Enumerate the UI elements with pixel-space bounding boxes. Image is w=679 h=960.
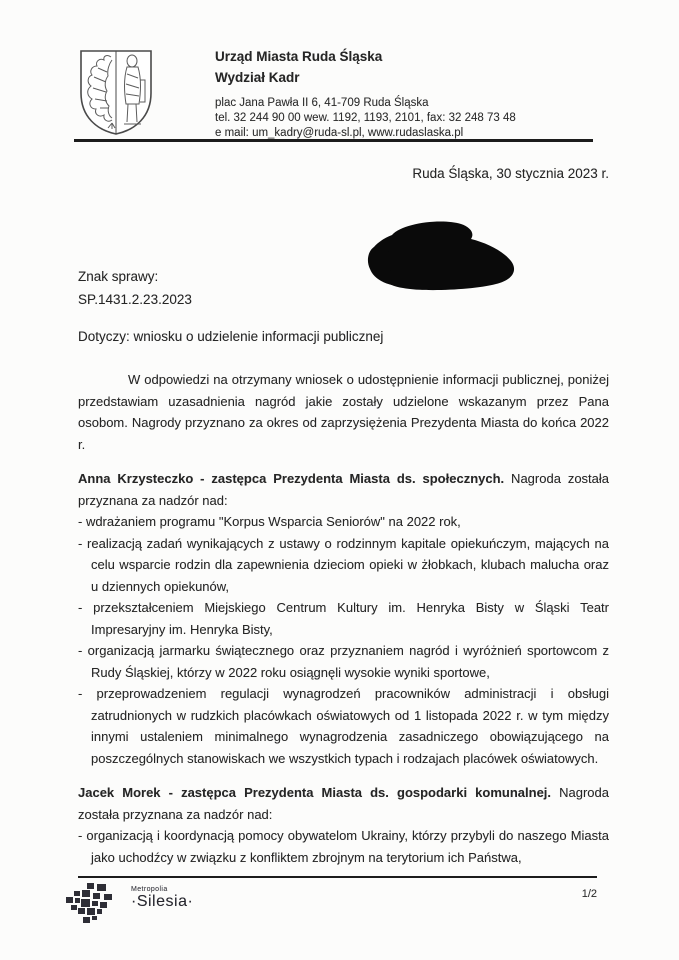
case-number: SP.1431.2.23.2023 (78, 292, 192, 307)
logo-wordmark: ·Silesia· (131, 893, 194, 910)
award-section-jacek (78, 782, 609, 869)
intro-paragraph: W odpowiedzi na otrzymany wniosek o udostępnienie informacji publicznej, poniżej przedstawiam uzasadnienia nagród jakie zostały udzielone wskazanym przez Pana osobom. Nagrody przyznano za okres od zaprzysiężenia Prezydenta Miasta do końca 2022 r. (78, 372, 609, 452)
bullet-item (78, 868, 609, 869)
pixel-mosaic-icon (66, 883, 124, 927)
email-web-line: e mail: um_kadry@ruda-sl.pl, www.rudaslaska.pl (215, 127, 464, 139)
award-reasons-list (78, 825, 609, 869)
section-heading (78, 468, 609, 511)
date-line: Ruda Śląska, 30 stycznia 2023 r. (412, 166, 609, 181)
address-block (215, 96, 516, 141)
page-number: 1/2 (581, 888, 597, 900)
letterhead (215, 46, 516, 141)
award-section-anna (78, 468, 609, 769)
bullet-item: - przeprowadzeniem regulacji wynagrodzeń pracowników administracji i obsługi zatrudnionych w rudzkich placówkach oświatowych od 1 listopada 2022 r. w tym między innymi ustaleniem minimalnego wynagrodzenia zasadniczego obowiązującego na poszczególnych stanowiskach we wszystkich typach i rodzajach placówek oświatowych. (78, 686, 609, 766)
official-name-bold: Jacek Morek - zastępca Prezydenta Miasta ds. gospodarki komunalnej. (78, 785, 552, 800)
bullet-item: - wdrażaniem programu "Korpus Wsparcia Seniorów" na 2022 rok, (78, 514, 461, 529)
heading-continuation: Nagroda została przyznana za nadzór nad: (78, 471, 609, 508)
case-label: Znak sprawy: (78, 269, 159, 284)
header-divider (74, 139, 593, 142)
redaction-mark (364, 217, 536, 299)
case-reference (78, 265, 192, 311)
subject-line: Dotyczy: wniosku o udzielenie informacji publicznej (78, 329, 384, 344)
official-name-bold: Anna Krzysteczko - zastępca Prezydenta Miasta ds. społecznych. (78, 471, 505, 486)
bullet-item: - realizacją zadań wynikających z ustawy o rodzinnym kapitale opiekuńczym, mających na celu wsparcie rodzin dla zapewnienia dzieciom opieki w żłobkach, klubach malucha oraz u dziennych opiekunów, (78, 535, 609, 594)
letter-body (78, 369, 609, 869)
logo-caption: Metropolia (131, 886, 168, 893)
section-heading (78, 782, 609, 825)
footer-divider (78, 876, 597, 878)
phone-fax-line: tel. 32 244 90 00 wew. 1192, 1193, 2101, fax: 32 248 73 48 (215, 112, 516, 124)
heading-continuation: Nagroda została przyznana za nadzór nad: (78, 785, 609, 822)
department-name: Wydział Kadr (215, 70, 300, 85)
award-reasons-list (78, 511, 609, 769)
address-line: plac Jana Pawła II 6, 41-709 Ruda Śląska (215, 97, 429, 109)
bullet-item: - organizacją i koordynacją pomocy obywatelom Ukrainy, którzy przybyli do naszego Miasta jako uchodźcy w związku z konfliktem zbrojnym na terytorium ich Państwa, (78, 828, 609, 865)
metropolia-silesia-logo (66, 883, 193, 927)
org-name: Urząd Miasta Ruda Śląska (215, 49, 383, 64)
bullet-item: - przekształceniem Miejskiego Centrum Kultury im. Henryka Bisty w Śląski Teatr Impresaryjny im. Henryka Bisty, (78, 600, 609, 637)
bullet-item: - organizacją jarmarku świątecznego oraz przyznaniem nagród i wyróżnień sportowcom z Rudy Śląskiej, którzy w 2022 roku osiągnęli wysokie wyniki sportowe, (78, 643, 609, 680)
coat-of-arms-icon (74, 44, 158, 138)
logo-text (131, 886, 193, 911)
